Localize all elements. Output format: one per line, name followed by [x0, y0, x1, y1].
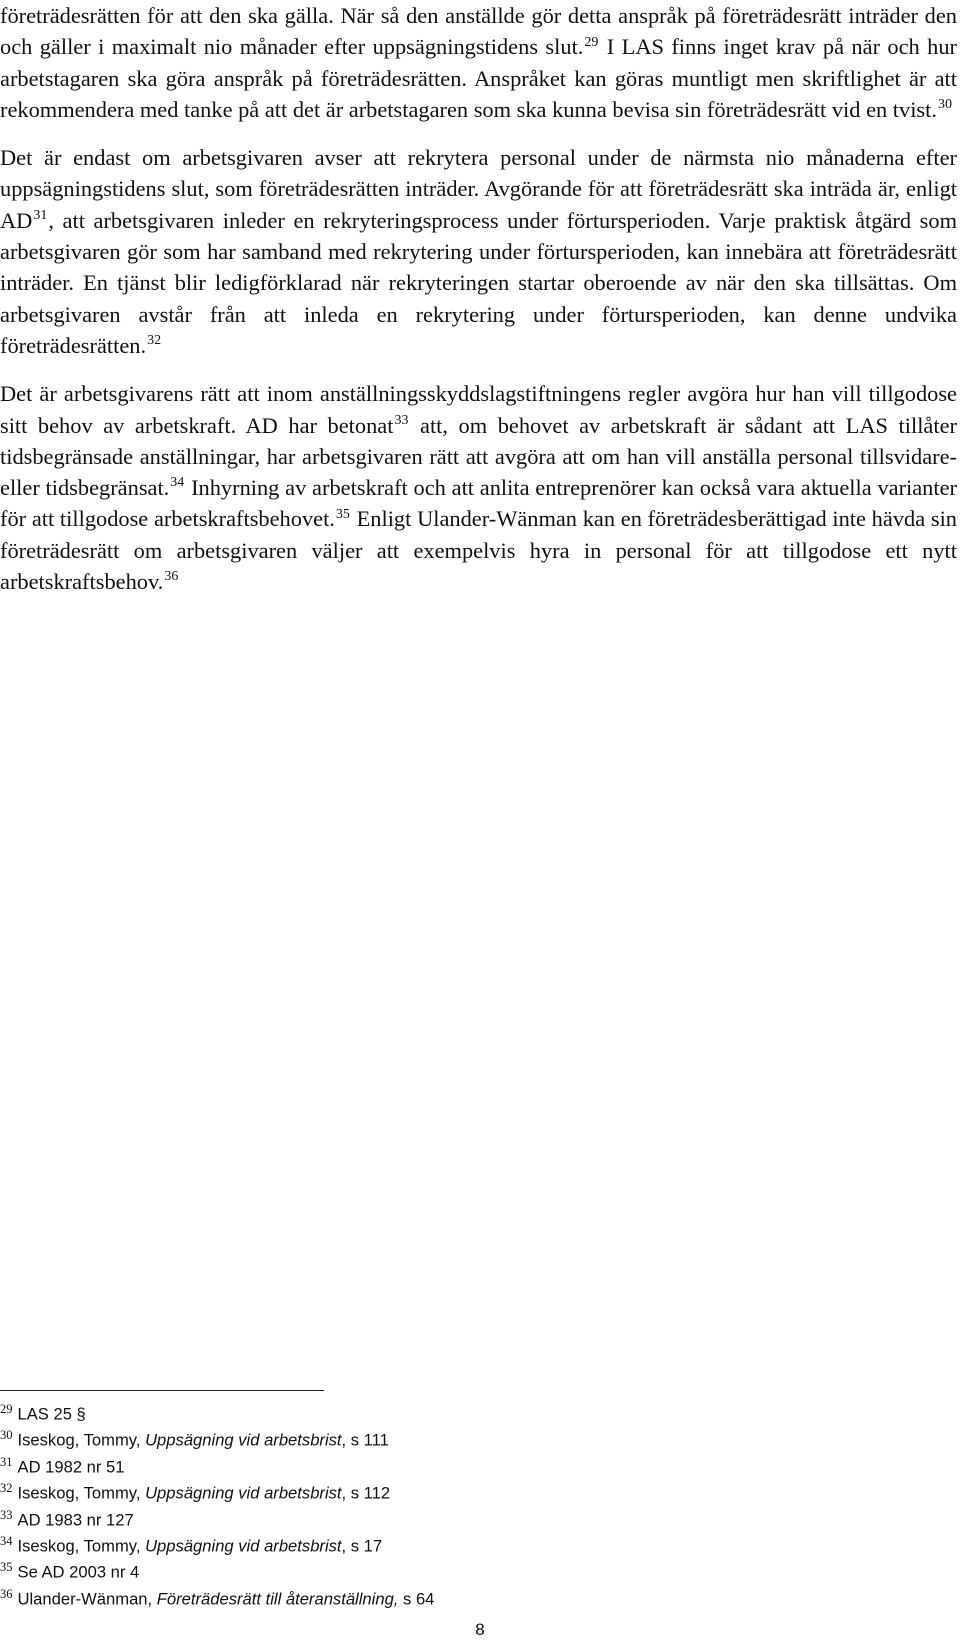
footnote-ref-33[interactable]: 33 — [394, 412, 409, 428]
footnote-ref-30[interactable]: 30 — [937, 97, 952, 113]
footnote-number: 33 — [0, 1507, 13, 1522]
paragraph-2-text-a: Det är endast om arbetsgivaren avser att rekrytera personal under de närmsta nio månaderna efter uppsägningstidens slut, som företrädesrätten inträder. Avgörande för att företrädesrätt ska inträda är, enligt AD — [0, 145, 957, 233]
footnote-title: Uppsägning vid arbetsbrist — [145, 1430, 342, 1450]
footnote-ref-29[interactable]: 29 — [584, 34, 599, 50]
footnotes — [0, 1396, 940, 1607]
footnote-ref-36[interactable]: 36 — [164, 569, 179, 585]
footnote-title: Företrädesrätt till återanställning, — [156, 1588, 399, 1608]
footnote-ref-31[interactable]: 31 — [33, 208, 48, 224]
footnote-page: , s 111 — [341, 1430, 389, 1450]
footnote-32 — [0, 1475, 940, 1501]
footnote-ref-34[interactable]: 34 — [170, 475, 185, 491]
page-number: 8 — [475, 1620, 485, 1639]
footnote-author: Iseskog, Tommy, — [17, 1536, 146, 1556]
footnote-number: 29 — [0, 1402, 13, 1416]
paragraph-3-text-b: att, om behovet av arbetskraft är sådant att LAS tillåter tidsbegränsade anställningar, har arbetsgivaren rätt att avgöra att om han vill anställa personal tillsvidare- eller tidsbegränsat. — [0, 412, 957, 501]
footnote-number: 31 — [0, 1454, 13, 1469]
footnote-page: s 64 — [398, 1588, 435, 1608]
footnote-page: , s 112 — [341, 1483, 391, 1503]
footnote-author: Ulander-Wänman, — [17, 1588, 157, 1608]
footnote-number: 34 — [0, 1533, 13, 1548]
footnote-author: Iseskog, Tommy, — [17, 1483, 146, 1503]
footnote-29 — [0, 1396, 940, 1422]
footnote-author: Iseskog, Tommy, — [17, 1430, 146, 1450]
footnote-ref-32[interactable]: 32 — [147, 333, 162, 349]
body-text — [0, 0, 957, 597]
paragraph-1-text-a: företrädesrätten för att den ska gälla. När så den anställde gör detta anspråk på företrädesrätt inträder den och gäller i maximalt nio månader efter uppsägningstidens slut. — [0, 3, 957, 60]
footnote-text: AD 1982 nr 51 — [17, 1457, 125, 1477]
footnote-35 — [0, 1554, 940, 1580]
footnote-page: , s 17 — [341, 1536, 383, 1556]
paragraph-3-text-d: Enligt Ulander-Wänman kan en företrädesberättigad inte hävda sin företrädesrätt om arbetsgivaren väljer att exempelvis hyra in personal för att tillgodose ett nytt arbetskraftsbehov. — [0, 506, 957, 595]
footnote-number: 32 — [0, 1481, 13, 1496]
paragraph-3-text-a: Det är arbetsgivarens rätt att inom anställningsskyddslagstiftningens regler avgöra hur han vill tillgodose sitt behov av arbetskraft. AD har betonat — [0, 381, 957, 438]
paragraph-2 — [0, 142, 957, 361]
paragraph-1-text-b: I LAS finns inget krav på när och hur arbetstagaren ska göra anspråk på företrädesrätten. Anspråket kan göras muntligt men skriftlighet är att rekommendera med tanke på att det är arbetstagaren som ska kunna bevisa sin företrädesrätt vid en tvist. — [0, 34, 957, 122]
footnote-34 — [0, 1528, 940, 1554]
paragraph-2-text-b: , att arbetsgivaren inleder en rekryteringsprocess under förtursperioden. Varje praktisk åtgärd som arbetsgivaren gör som har samband med rekrytering under förtursperioden, kan innebära att företrädesrätt inträder. En tjänst blir ledigförklarad när rekryteringen startar oberoende av när den ska tillsättas. Om arbetsgivaren avstår från att inleda en rekrytering under förtursperioden, kan denne undvika företrädesrätten. — [0, 207, 957, 358]
footnote-separator — [0, 1390, 324, 1391]
footnote-ref-35[interactable]: 35 — [335, 506, 350, 522]
footnote-36 — [0, 1581, 940, 1607]
footnote-number: 35 — [0, 1560, 13, 1575]
paragraph-3 — [0, 378, 957, 597]
footnote-text: Se AD 2003 nr 4 — [17, 1562, 140, 1582]
paragraph-3-text-c: Inhyrning av arbetskraft och att anlita entreprenörer kan också vara aktuella varianter för att tillgodose arbetskraftsbehovet. — [0, 475, 957, 532]
footnote-30 — [0, 1422, 940, 1448]
footnote-text: LAS 25 § — [17, 1404, 86, 1424]
footnote-number: 36 — [0, 1586, 13, 1601]
footnote-title: Uppsägning vid arbetsbrist — [145, 1536, 342, 1556]
footnote-title: Uppsägning vid arbetsbrist — [145, 1483, 342, 1503]
footnote-number: 30 — [0, 1428, 13, 1443]
footnote-text: AD 1983 nr 127 — [17, 1509, 134, 1529]
footnote-33 — [0, 1502, 940, 1528]
paragraph-1 — [0, 0, 957, 125]
footnote-31 — [0, 1449, 940, 1475]
